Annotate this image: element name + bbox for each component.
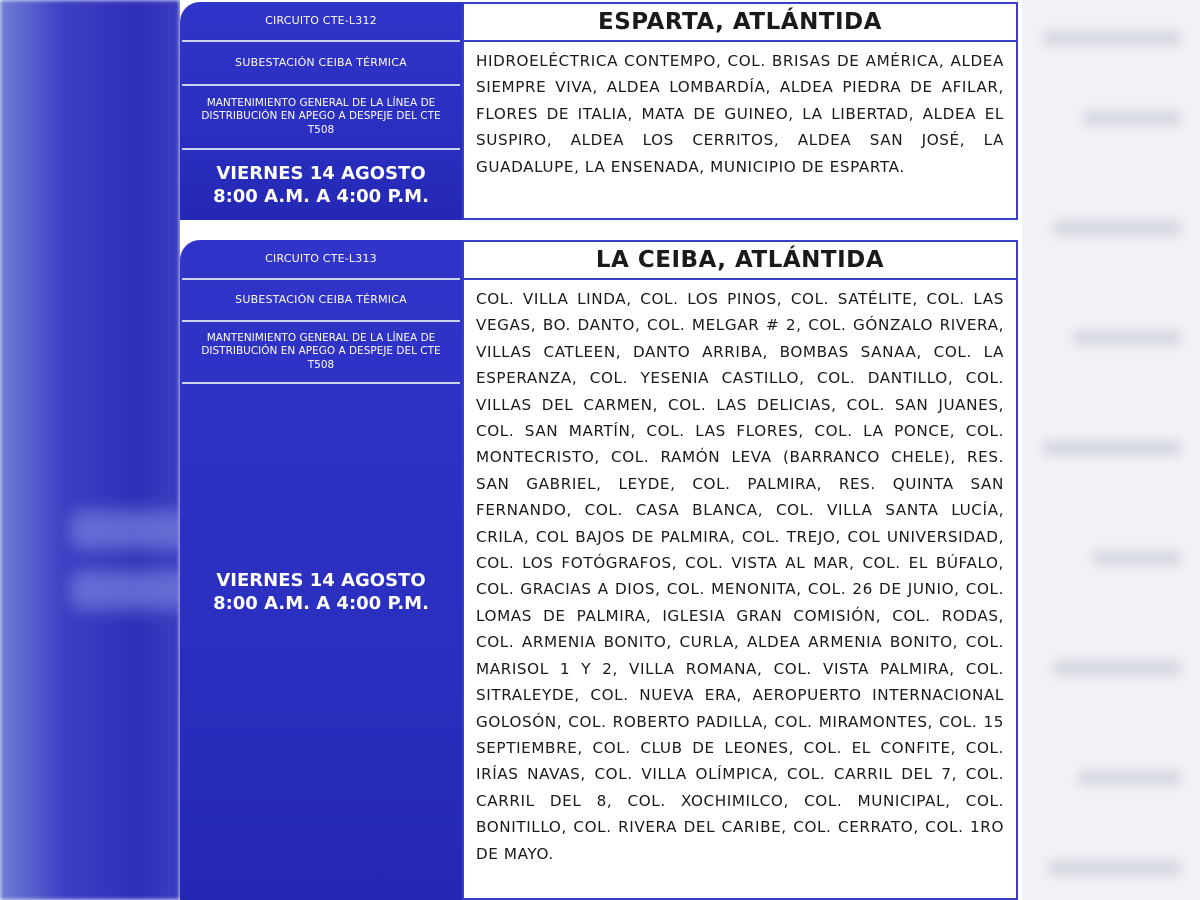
blurred-shape	[1072, 330, 1182, 346]
location-title: ESPARTA, ATLÁNTIDA	[464, 4, 1016, 42]
schedule-time: 8:00 A.M. A 4:00 P.M.	[213, 593, 429, 614]
schedule	[182, 384, 460, 800]
substation-label: SUBESTACIÓN CEIBA TÉRMICA	[182, 280, 460, 322]
blurred-shape	[1052, 660, 1182, 676]
blurred-left-background	[0, 0, 180, 900]
affected-areas-text: HIDROELÉCTRICA CONTEMPO, COL. BRISAS DE AMÉRICA, ALDEA SIEMPRE VIVA, ALDEA LOMBARDÍA, ALDEA PIEDRA DE AFILAR, FLORES DE ITALIA, MATA DE GUINEO, LA LIBERTAD, ALDEA EL SUSPIRO, ALDEA LOS CERRITOS, ALDEA SAN JOSÉ, LA GUADALUPE, LA ENSENADA, MUNICIPIO DE ESPARTA.	[476, 52, 1004, 176]
circuit-label: CIRCUITO CTE-L313	[182, 240, 460, 280]
blurred-shape	[1042, 30, 1182, 46]
blurred-shape	[70, 570, 190, 610]
circuit-info-column	[180, 2, 462, 220]
blurred-shape	[1052, 220, 1182, 236]
blurred-shape	[1042, 440, 1182, 456]
schedule	[182, 150, 460, 220]
circuit-block-l312	[180, 2, 1018, 222]
outage-notice-document	[180, 0, 1022, 900]
substation-label: SUBESTACIÓN CEIBA TÉRMICA	[182, 42, 460, 86]
circuit-info-column	[180, 240, 462, 900]
location-title: LA CEIBA, ATLÁNTIDA	[464, 242, 1016, 280]
work-description: MANTENIMIENTO GENERAL DE LA LÍNEA DE DISTRIBUCIÓN EN APEGO A DESPEJE DEL CTE T508	[182, 86, 460, 150]
circuit-block-l313	[180, 240, 1018, 900]
affected-areas-text: COL. VILLA LINDA, COL. LOS PINOS, COL. SATÉLITE, COL. LAS VEGAS, BO. DANTO, COL. MELGAR # 2, COL. GÓNZALO RIVERA, VILLAS CATLEEN, DANTO ARRIBA, BOMBAS SANAA, COL. LA ESPERANZA, COL. YESENIA CASTILLO, COL. DANTILLO, COL. VILLAS DEL CARMEN, COL. LAS DELICIAS, COL. SAN JUANES, COL. SAN MARTÍN, COL. LAS FLORES, COL. LA PONCE, COL. MONTECRISTO, COL. RAMÓN LEVA (BARRANCO CHELE), RES. SAN GABRIEL, LEYDE, COL. PALMIRA, RES. QUINTA SAN FERNANDO, COL. CASA BLANCA, COL. VILLA SANTA LUCÍA, CRILA, COL BAJOS DE PALMIRA, COL. TREJO, COL UNIVERSIDAD, COL. LOS FOTÓGRAFOS, COL. VISTA AL MAR, COL. EL BÚFALO, COL. GRACIAS A DIOS, COL. MENONITA, COL. 26 DE JUNIO, COL. LOMAS DE PALMIRA, IGLESIA GRAN COMISIÓN, COL. RODAS, COL. ARMENIA BONITO, CURLA, ALDEA ARMENIA BONITO, COL. MARISOL 1 Y 2, VILLA ROMANA, COL. VISTA PALMIRA, COL. SITRALEYDE, COL. NUEVA ERA, AEROPUERTO INTERNACIONAL GOLOSÓN, COL. ROBERTO PADILLA, COL. MIRAMONTES, COL. 15 SEPTIEMBRE, COL. CLUB DE LEONES, COL. EL CONFITE, COL. IRÍAS NAVAS, COL. VILLA OLÍMPICA, COL. CARRIL DEL 7, COL. CARRIL DEL 8, COL. XOCHIMILCO, COL. MUNICIPAL, COL. BONITILLO, COL. RIVERA DEL CARIBE, COL. CERRATO, COL. 1RO DE MAYO.	[476, 290, 1004, 863]
affected-areas-column	[462, 240, 1018, 900]
schedule-time: 8:00 A.M. A 4:00 P.M.	[213, 186, 429, 207]
work-description: MANTENIMIENTO GENERAL DE LA LÍNEA DE DISTRIBUCIÓN EN APEGO A DESPEJE DEL CTE T508	[182, 322, 460, 384]
affected-areas-column	[462, 2, 1018, 220]
schedule-date: VIERNES 14 AGOSTO	[216, 569, 426, 591]
circuit-label: CIRCUITO CTE-L312	[182, 2, 460, 42]
schedule-date: VIERNES 14 AGOSTO	[216, 162, 426, 184]
blurred-shape	[1047, 860, 1182, 876]
blurred-shape	[1082, 110, 1182, 126]
blurred-shape	[1077, 770, 1182, 786]
blurred-shape	[70, 510, 190, 550]
blurred-right-background	[1022, 0, 1200, 900]
blurred-shape	[1092, 550, 1182, 566]
